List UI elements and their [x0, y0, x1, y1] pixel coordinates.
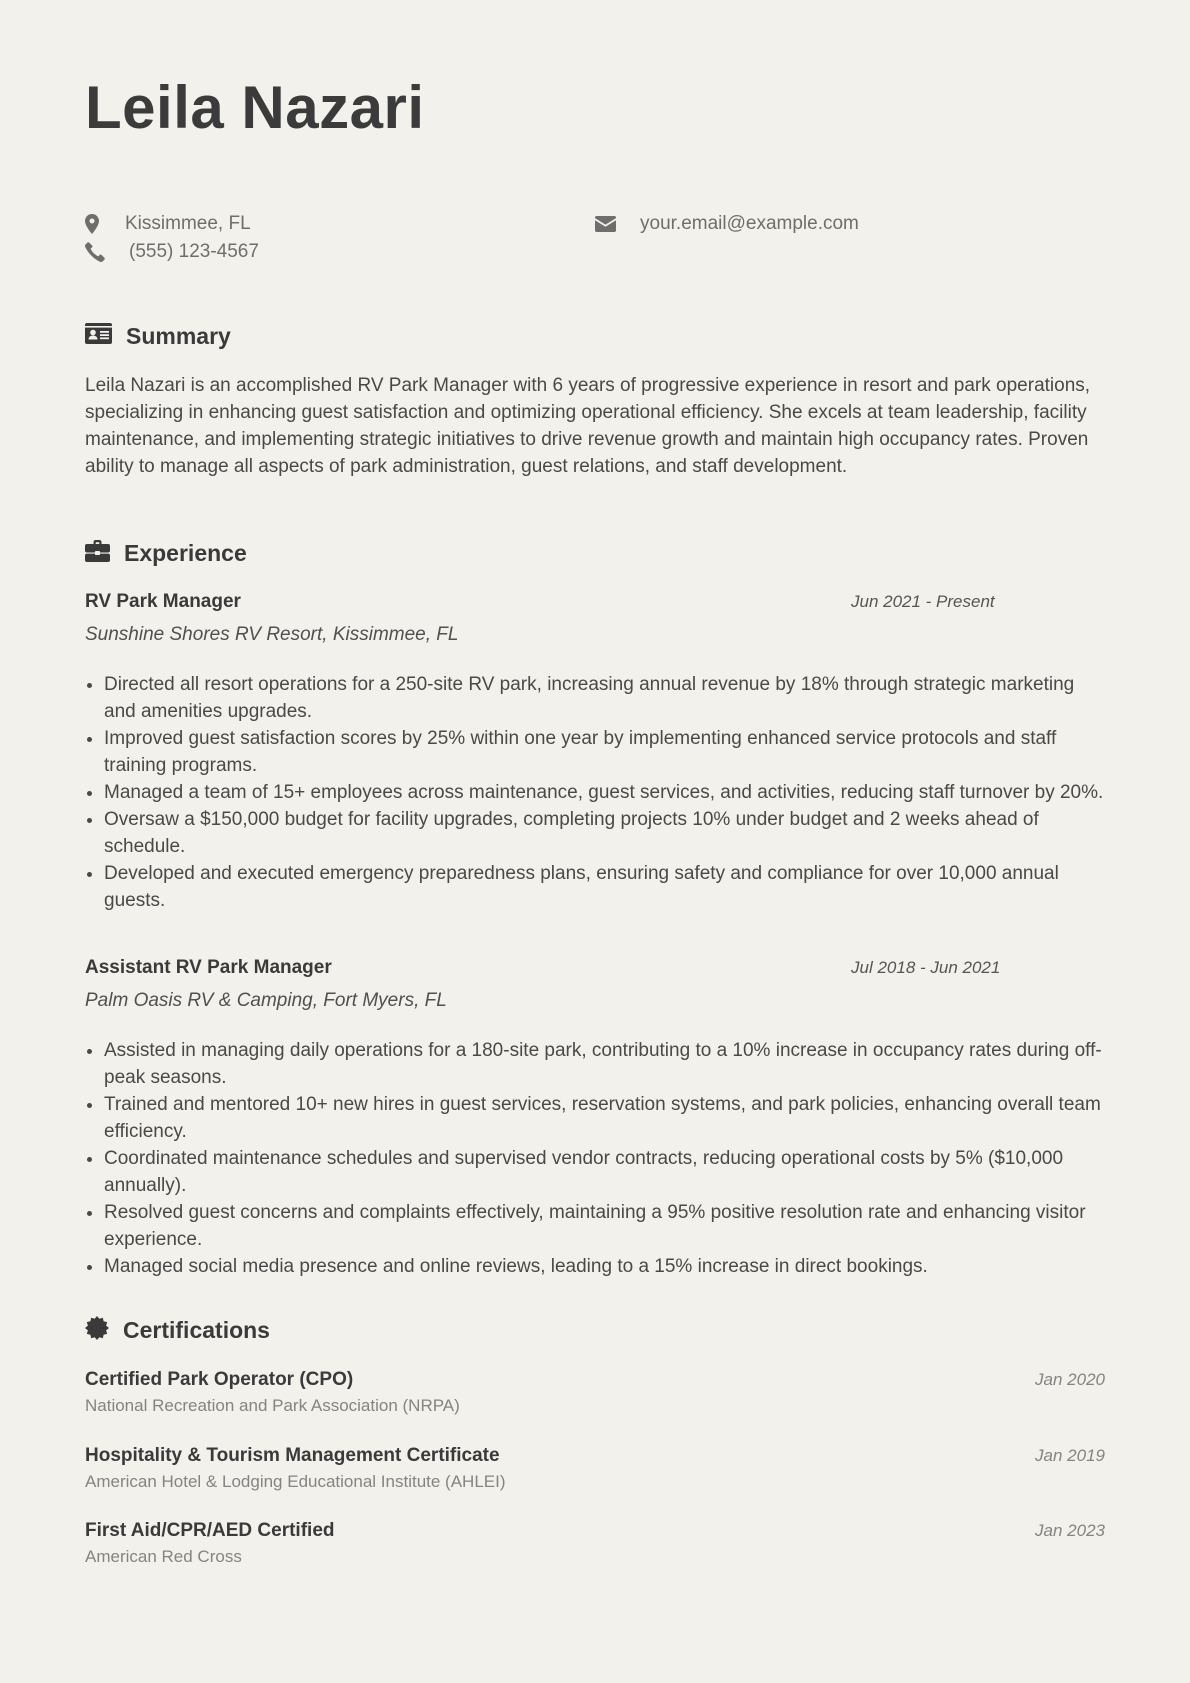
- job-bullet: Coordinated maintenance schedules and supervised vendor contracts, reducing operational costs by 5% ($10,000 annually).: [85, 1145, 1110, 1199]
- certifications-heading: [85, 1314, 270, 1346]
- certification-name: Certified Park Operator (CPO): [85, 1369, 354, 1390]
- id-card-icon: [85, 323, 112, 349]
- badge-icon: [85, 1316, 109, 1345]
- job-company: Palm Oasis RV & Camping, Fort Myers, FL: [85, 990, 447, 1011]
- job-bullet-list: [85, 1037, 1110, 1280]
- summary-text: Leila Nazari is an accomplished RV Park Manager with 6 years of progressive experience in resort and park operations, specializing in enhancing guest satisfaction and optimizing operational efficiency. She excels at team leadership, facility maintenance, and implementing strategic initiatives to drive revenue growth and maintain high occupancy rates. Proven ability to manage all aspects of park administration, guest relations, and staff development.: [85, 375, 1091, 477]
- job-bullet: Developed and executed emergency preparedness plans, ensuring safety and compliance for over 10,000 annual guests.: [85, 860, 1110, 914]
- certification-name: Hospitality & Tourism Management Certificate: [85, 1445, 500, 1466]
- job-bullet: Improved guest satisfaction scores by 25% within one year by implementing enhanced service protocols and staff training programs.: [85, 725, 1110, 779]
- briefcase-icon: [85, 540, 110, 567]
- job-bullet: Directed all resort operations for a 250-site RV park, increasing annual revenue by 18% through strategic marketing and amenities upgrades.: [85, 671, 1110, 725]
- contact-phone: [85, 238, 259, 266]
- job-bullet: Managed social media presence and online reviews, leading to a 15% increase in direct bookings.: [85, 1253, 1110, 1280]
- summary-heading: [85, 320, 231, 352]
- email-text: your.email@example.com: [640, 213, 859, 234]
- certifications-title: Certifications: [123, 1316, 270, 1343]
- certification-item: [85, 1369, 1105, 1419]
- experience-heading: [85, 537, 247, 569]
- experience-title: Experience: [124, 539, 247, 566]
- certification-item: [85, 1445, 1105, 1495]
- job-bullet: Trained and mentored 10+ new hires in guest services, reservation systems, and park policies, enhancing overall team efficiency.: [85, 1091, 1110, 1145]
- certification-issuer: American Hotel & Lodging Educational Institute (AHLEI): [85, 1472, 506, 1491]
- job-bullet: Assisted in managing daily operations for a 180-site park, contributing to a 10% increase in occupancy rates during off-peak seasons.: [85, 1037, 1110, 1091]
- phone-icon: [85, 242, 105, 262]
- phone-text: (555) 123-4567: [129, 241, 259, 262]
- job-bullet: Managed a team of 15+ employees across maintenance, guest services, and activities, reducing staff turnover by 20%.: [85, 779, 1110, 806]
- certification-date: Jan 2019: [1035, 1446, 1105, 1465]
- job-dates: Jul 2018 - Jun 2021: [851, 958, 1001, 977]
- candidate-name: Leila Nazari: [85, 74, 425, 141]
- envelope-icon: [595, 216, 616, 232]
- job-dates: Jun 2021 - Present: [851, 592, 995, 611]
- job-bullet-list: [85, 671, 1110, 914]
- certification-date: Jan 2023: [1035, 1521, 1105, 1540]
- job-company: Sunshine Shores RV Resort, Kissimmee, FL: [85, 624, 459, 645]
- job-bullet: Resolved guest concerns and complaints effectively, maintaining a 95% positive resolution rate and enhancing visitor experience.: [85, 1199, 1110, 1253]
- summary-title: Summary: [126, 322, 231, 349]
- certification-item: [85, 1520, 1105, 1570]
- certification-name: First Aid/CPR/AED Certified: [85, 1520, 335, 1541]
- certification-issuer: National Recreation and Park Association (NRPA): [85, 1396, 460, 1415]
- map-pin-icon: [85, 214, 99, 234]
- job-title: RV Park Manager: [85, 591, 241, 612]
- contact-location: [85, 210, 251, 238]
- contact-email: [595, 210, 859, 238]
- location-text: Kissimmee, FL: [125, 213, 251, 234]
- job-title: Assistant RV Park Manager: [85, 957, 332, 978]
- certification-date: Jan 2020: [1035, 1370, 1105, 1389]
- certification-issuer: American Red Cross: [85, 1547, 242, 1566]
- job-bullet: Oversaw a $150,000 budget for facility upgrades, completing projects 10% under budget and 2 weeks ahead of schedule.: [85, 806, 1110, 860]
